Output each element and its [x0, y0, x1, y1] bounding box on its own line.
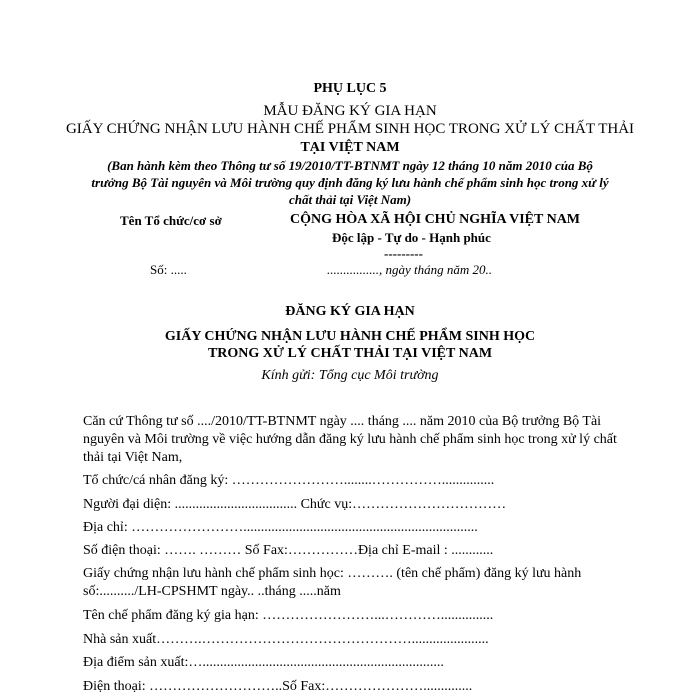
field-producer: Nhà sản xuất……….………………………………………...................... — [83, 632, 489, 647]
certificate-title-line2: TẠI VIỆT NAM — [300, 140, 400, 155]
issued-note-line2: trưởng Bộ Tài nguyên và Môi trường quy định đăng ký lưu hành chế phẩm sinh học trong xử lý — [91, 175, 609, 190]
document-subtitle-line1: GIẤY CHỨNG NHẬN LƯU HÀNH CHẾ PHẨM SINH HỌC — [164, 329, 536, 344]
form-title: MẪU ĐĂNG KÝ GIA HẠN — [263, 103, 437, 119]
motto-divider: --------- — [384, 246, 423, 261]
field-phone-fax: Điện thoại: ………………………..Số Fax:………………….............. — [83, 679, 473, 694]
field-contact: Số điện thoại: ……. ……… Số Fax:……………Địa chỉ E-mail : ............ — [83, 543, 494, 558]
preamble-line1: Căn cứ Thông tư số ..../2010/TT-BTNMT ngày .... tháng .... năm 2010 của Bộ trưởng Bộ Tài — [83, 414, 602, 429]
field-certificate-line1: Giấy chứng nhận lưu hành chế phẩm sinh học: ………. (tên chế phẩm) đăng ký lưu hành — [83, 566, 582, 581]
field-certificate-line2: số:........../LH-CPSHMT ngày.. ..tháng .....năm — [83, 584, 341, 599]
appendix-label: PHỤ LỤC 5 — [313, 81, 387, 96]
document-title: ĐĂNG KÝ GIA HẠN — [285, 304, 415, 319]
issued-note-line3: chất thải tại Việt Nam) — [288, 192, 412, 207]
field-product-name: Tên chế phẩm đăng ký gia hạn: ……………………...…………............... — [83, 608, 494, 623]
field-address: Địa chỉ: ……………………................................................................... — [83, 520, 478, 535]
field-registrant: Tổ chức/cá nhân đăng ký: ……………………........……………............... — [83, 473, 495, 488]
country-name: CỘNG HÒA XÃ HỘI CHỦ NGHĨA VIỆT NAM — [290, 212, 581, 227]
certificate-title-line1: GIẤY CHỨNG NHẬN LƯU HÀNH CHẾ PHẨM SINH HỌC TRONG XỬ LÝ CHẤT THẢI — [65, 121, 635, 137]
preamble-line3: thải tại Việt Nam, — [83, 450, 183, 465]
date-line: ................, ngày tháng năm 20.. — [327, 262, 493, 277]
document-subtitle-line2: TRONG XỬ LÝ CHẤT THẢI TẠI VIỆT NAM — [207, 346, 493, 361]
national-motto: Độc lập - Tự do - Hạnh phúc — [332, 230, 491, 245]
document-number: Số: ..... — [150, 262, 187, 277]
field-representative: Người đại diện: ................................... Chức vụ:…………………………… — [83, 497, 507, 512]
recipient-line: Kính gửi: Tổng cục Môi trường — [261, 368, 439, 383]
preamble-line2: nguyên và Môi trường về việc hướng dẫn đăng ký lưu hành chế phẩm sinh học trong xử lý chất — [83, 432, 617, 447]
field-production-site: Địa điểm sản xuất:…..................................................................... — [83, 655, 444, 670]
org-name-label: Tên Tổ chức/cơ sở — [120, 213, 222, 228]
issued-note-line1: (Ban hành kèm theo Thông tư số 19/2010/TT-BTNMT ngày 12 tháng 10 năm 2010 của Bộ — [107, 158, 593, 173]
